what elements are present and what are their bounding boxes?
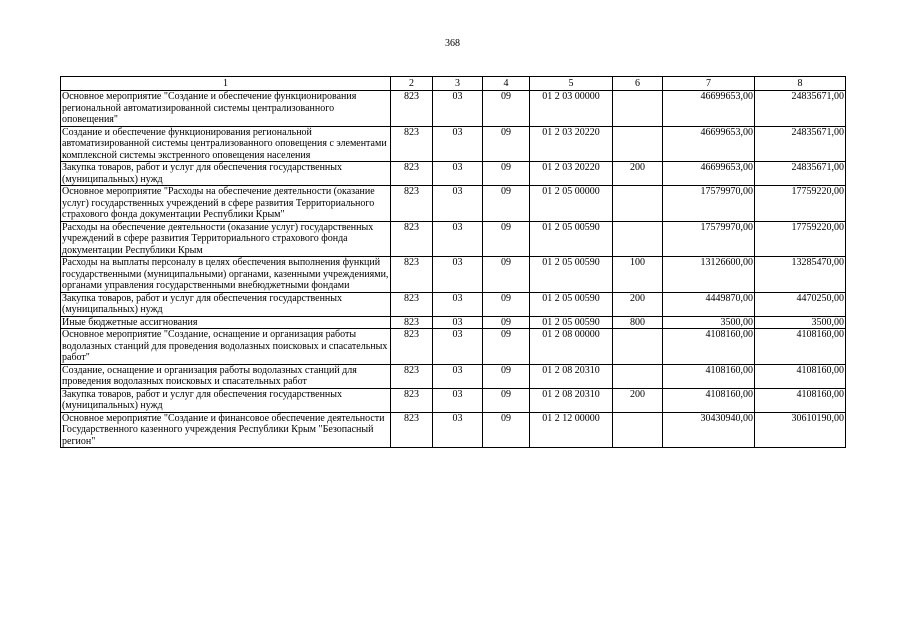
ministry-code-cell: 823 <box>391 257 433 293</box>
target-article-cell: 01 2 08 20310 <box>530 388 613 412</box>
amount-year1-cell: 46699653,00 <box>663 126 755 162</box>
row-name-cell: Основное мероприятие "Создание, оснащение и организация работы водолазных станций для проведения водолазных поисковых и спасательных работ" <box>61 329 391 365</box>
target-article-cell: 01 2 05 00590 <box>530 292 613 316</box>
column-header-1: 1 <box>61 77 391 91</box>
ministry-code-cell: 823 <box>391 186 433 222</box>
amount-year2-cell: 3500,00 <box>755 316 846 329</box>
table-row <box>61 292 846 316</box>
table-row <box>61 388 846 412</box>
expense-type-cell: 200 <box>613 388 663 412</box>
amount-year2-cell: 4470250,00 <box>755 292 846 316</box>
row-name-cell: Основное мероприятие "Расходы на обеспечение деятельности (оказание услуг) государственных учреждений в сфере развития Территориального страхового фонда документации Республики Крым" <box>61 186 391 222</box>
ministry-code-cell: 823 <box>391 329 433 365</box>
row-name-cell: Закупка товаров, работ и услуг для обеспечения государственных (муниципальных) нужд <box>61 162 391 186</box>
subsection-code-cell: 09 <box>483 292 530 316</box>
row-name-cell: Создание, оснащение и организация работы водолазных станций для проведения водолазных поисковых и спасательных работ <box>61 364 391 388</box>
amount-year1-cell: 17579970,00 <box>663 186 755 222</box>
row-name-cell: Создание и обеспечение функционирования региональной автоматизированной системы централизованного оповещения с элементами комплексной системы экстренного оповещения населения <box>61 126 391 162</box>
amount-year2-cell: 24835671,00 <box>755 126 846 162</box>
table-row <box>61 364 846 388</box>
amount-year1-cell: 46699653,00 <box>663 91 755 127</box>
subsection-code-cell: 09 <box>483 162 530 186</box>
subsection-code-cell: 09 <box>483 364 530 388</box>
amount-year1-cell: 4108160,00 <box>663 329 755 365</box>
expense-type-cell: 200 <box>613 292 663 316</box>
table-row <box>61 316 846 329</box>
amount-year2-cell: 13285470,00 <box>755 257 846 293</box>
expense-type-cell <box>613 186 663 222</box>
amount-year1-cell: 30430940,00 <box>663 412 755 448</box>
target-article-cell: 01 2 03 20220 <box>530 126 613 162</box>
section-code-cell: 03 <box>433 257 483 293</box>
amount-year1-cell: 4108160,00 <box>663 388 755 412</box>
column-header-6: 6 <box>613 77 663 91</box>
column-header-4: 4 <box>483 77 530 91</box>
ministry-code-cell: 823 <box>391 126 433 162</box>
table-row <box>61 126 846 162</box>
ministry-code-cell: 823 <box>391 316 433 329</box>
amount-year2-cell: 4108160,00 <box>755 364 846 388</box>
expense-type-cell: 800 <box>613 316 663 329</box>
row-name-cell: Основное мероприятие "Создание и обеспечение функционирования региональной автоматизированной системы централизованного оповещения" <box>61 91 391 127</box>
amount-year1-cell: 13126600,00 <box>663 257 755 293</box>
target-article-cell: 01 2 08 00000 <box>530 329 613 365</box>
ministry-code-cell: 823 <box>391 292 433 316</box>
subsection-code-cell: 09 <box>483 221 530 257</box>
target-article-cell: 01 2 12 00000 <box>530 412 613 448</box>
expense-type-cell <box>613 364 663 388</box>
budget-table <box>60 76 846 448</box>
column-header-8: 8 <box>755 77 846 91</box>
subsection-code-cell: 09 <box>483 186 530 222</box>
target-article-cell: 01 2 05 00000 <box>530 186 613 222</box>
table-body <box>61 91 846 448</box>
expense-type-cell <box>613 91 663 127</box>
subsection-code-cell: 09 <box>483 257 530 293</box>
table-row <box>61 186 846 222</box>
ministry-code-cell: 823 <box>391 221 433 257</box>
expense-type-cell <box>613 329 663 365</box>
table-row <box>61 91 846 127</box>
column-header-2: 2 <box>391 77 433 91</box>
target-article-cell: 01 2 08 20310 <box>530 364 613 388</box>
section-code-cell: 03 <box>433 388 483 412</box>
section-code-cell: 03 <box>433 364 483 388</box>
section-code-cell: 03 <box>433 329 483 365</box>
section-code-cell: 03 <box>433 162 483 186</box>
column-header-5: 5 <box>530 77 613 91</box>
expense-type-cell <box>613 412 663 448</box>
column-header-3: 3 <box>433 77 483 91</box>
amount-year2-cell: 17759220,00 <box>755 221 846 257</box>
section-code-cell: 03 <box>433 91 483 127</box>
ministry-code-cell: 823 <box>391 162 433 186</box>
ministry-code-cell: 823 <box>391 412 433 448</box>
amount-year1-cell: 4449870,00 <box>663 292 755 316</box>
expense-type-cell: 200 <box>613 162 663 186</box>
row-name-cell: Закупка товаров, работ и услуг для обеспечения государственных (муниципальных) нужд <box>61 292 391 316</box>
amount-year2-cell: 4108160,00 <box>755 329 846 365</box>
expense-type-cell: 100 <box>613 257 663 293</box>
amount-year2-cell: 24835671,00 <box>755 162 846 186</box>
subsection-code-cell: 09 <box>483 412 530 448</box>
table-row <box>61 162 846 186</box>
amount-year1-cell: 4108160,00 <box>663 364 755 388</box>
section-code-cell: 03 <box>433 292 483 316</box>
section-code-cell: 03 <box>433 316 483 329</box>
section-code-cell: 03 <box>433 126 483 162</box>
row-name-cell: Основное мероприятие "Создание и финансовое обеспечение деятельности Государственного казенного учреждения Республики Крым "Безопасный регион" <box>61 412 391 448</box>
table-row <box>61 257 846 293</box>
table-row <box>61 412 846 448</box>
amount-year2-cell: 30610190,00 <box>755 412 846 448</box>
section-code-cell: 03 <box>433 186 483 222</box>
subsection-code-cell: 09 <box>483 316 530 329</box>
ministry-code-cell: 823 <box>391 388 433 412</box>
subsection-code-cell: 09 <box>483 126 530 162</box>
target-article-cell: 01 2 03 00000 <box>530 91 613 127</box>
amount-year1-cell: 46699653,00 <box>663 162 755 186</box>
target-article-cell: 01 2 05 00590 <box>530 257 613 293</box>
row-name-cell: Расходы на выплаты персоналу в целях обеспечения выполнения функций государственными (муниципальными) органами, казенными учреждениями, органами управления государственными внебюджетными фондами <box>61 257 391 293</box>
target-article-cell: 01 2 05 00590 <box>530 316 613 329</box>
table-row <box>61 329 846 365</box>
expense-type-cell <box>613 221 663 257</box>
amount-year2-cell: 17759220,00 <box>755 186 846 222</box>
ministry-code-cell: 823 <box>391 364 433 388</box>
amount-year1-cell: 17579970,00 <box>663 221 755 257</box>
row-name-cell: Иные бюджетные ассигнования <box>61 316 391 329</box>
expense-type-cell <box>613 126 663 162</box>
row-name-cell: Закупка товаров, работ и услуг для обеспечения государственных (муниципальных) нужд <box>61 388 391 412</box>
page-number: 368 <box>445 38 460 49</box>
target-article-cell: 01 2 03 20220 <box>530 162 613 186</box>
subsection-code-cell: 09 <box>483 388 530 412</box>
ministry-code-cell: 823 <box>391 91 433 127</box>
target-article-cell: 01 2 05 00590 <box>530 221 613 257</box>
table-row <box>61 221 846 257</box>
amount-year2-cell: 4108160,00 <box>755 388 846 412</box>
section-code-cell: 03 <box>433 221 483 257</box>
column-header-7: 7 <box>663 77 755 91</box>
header-row <box>61 77 846 91</box>
section-code-cell: 03 <box>433 412 483 448</box>
amount-year1-cell: 3500,00 <box>663 316 755 329</box>
subsection-code-cell: 09 <box>483 91 530 127</box>
subsection-code-cell: 09 <box>483 329 530 365</box>
row-name-cell: Расходы на обеспечение деятельности (оказание услуг) государственных учреждений в сфере развития Территориального страхового фонда документации Республики Крым <box>61 221 391 257</box>
amount-year2-cell: 24835671,00 <box>755 91 846 127</box>
